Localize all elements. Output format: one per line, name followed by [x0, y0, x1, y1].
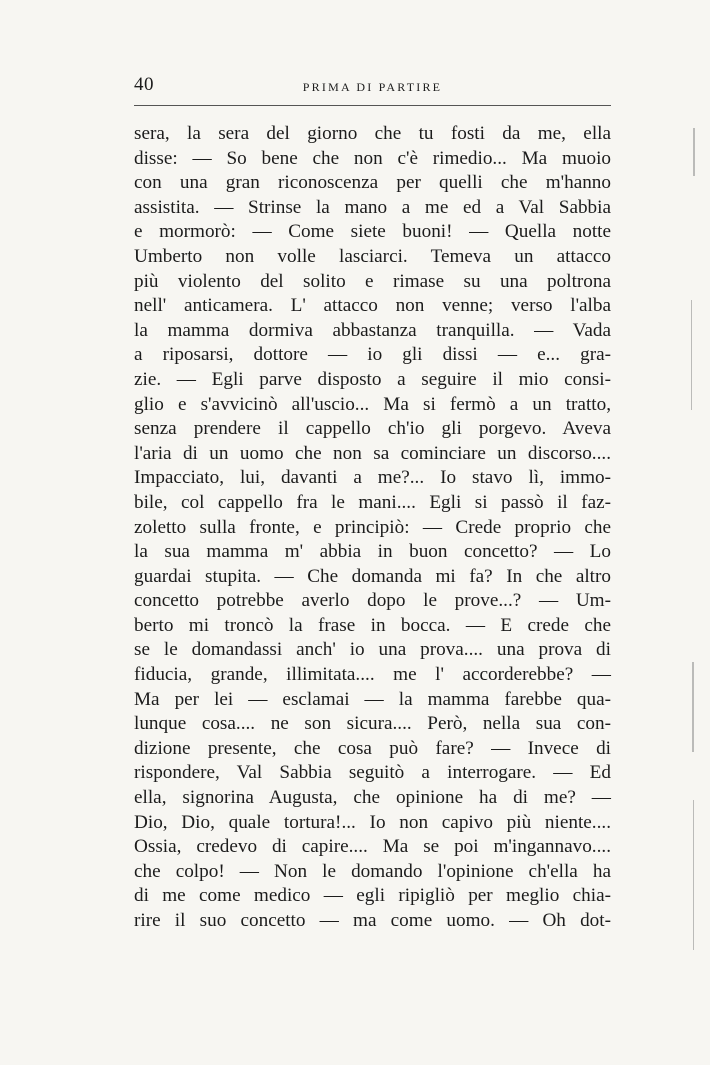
text-line: sera, la sera del giorno che tu fosti da me, ella — [134, 123, 611, 144]
text-line: più violento del solito e rimase su una poltrona — [134, 270, 611, 292]
header-rule — [134, 105, 611, 106]
text-line: se le domandassi anch' io una prova.... una prova di — [134, 639, 611, 661]
page-number: 40 — [134, 74, 154, 95]
text-line: la sua mamma m' abbia in buon concetto? — Lo — [134, 541, 611, 563]
page-header — [134, 72, 611, 102]
margin-mark — [691, 300, 692, 410]
text-line: assistita. — Strinse la mano a me ed a Val Sabbia — [134, 196, 611, 218]
text-line: l'aria di un uomo che non sa cominciare un discorso.... — [134, 442, 611, 464]
text-line: berto mi troncò la frase in bocca. — E crede che — [134, 614, 611, 636]
text-line: la mamma dormiva abbastanza tranquilla. — Vada — [134, 319, 611, 341]
text-line: glio e s'avvicinò all'uscio... Ma si fermò a un tratto, — [134, 393, 611, 415]
text-line: concetto potrebbe averlo dopo le prove...? — Um- — [134, 590, 611, 612]
text-line: disse: — So bene che non c'è rimedio... Ma muoio — [134, 147, 611, 169]
text-line: nell' anticamera. L' attacco non venne; verso l'alba — [134, 295, 611, 317]
text-line: Dio, Dio, quale tortura!... Io non capivo più niente.... — [134, 811, 611, 833]
text-line: e mormorò: — Come siete buoni! — Quella notte — [134, 221, 611, 243]
text-line: che colpo! — Non le domando l'opinione ch'ella ha — [134, 860, 611, 882]
text-line: fiducia, grande, illimitata.... me l' accorderebbe? — — [134, 664, 611, 686]
text-line: bile, col cappello fra le mani.... Egli si passò il faz- — [134, 491, 611, 513]
text-line: con una gran riconoscenza per quelli che m'hanno — [134, 172, 611, 194]
text-line: lunque cosa.... ne son sicura.... Però, nella sua con- — [134, 713, 611, 735]
text-line: Ma per lei — esclamai — la mamma farebbe qua- — [134, 688, 611, 710]
margin-mark — [693, 128, 695, 176]
text-line: guardai stupita. — Che domanda mi fa? In che altro — [134, 565, 611, 587]
text-line: Ossia, credevo di capire.... Ma se poi m'ingannavo.... — [134, 836, 611, 858]
text-line: Umberto non volle lasciarci. Temeva un attacco — [134, 245, 611, 267]
text-line: rire il suo concetto — ma come uomo. — Oh dot- — [134, 910, 611, 931]
text-line: zoletto sulla fronte, e principiò: — Crede proprio che — [134, 516, 611, 538]
text-line: zie. — Egli parve disposto a seguire il mio consi- — [134, 368, 611, 390]
text-line: Impacciato, lui, davanti a me?... Io stavo lì, immo- — [134, 467, 611, 489]
text-line: senza prendere il cappello ch'io gli porgevo. Aveva — [134, 418, 611, 440]
text-line: dizione presente, che cosa può fare? — Invece di — [134, 737, 611, 759]
text-line: a riposarsi, dottore — io gli dissi — e... gra- — [134, 344, 611, 366]
text-line: di me come medico — egli ripigliò per meglio chia- — [134, 885, 611, 907]
margin-mark — [692, 662, 694, 752]
body-text — [134, 122, 611, 934]
text-line: ella, signorina Augusta, che opinione ha di me? — — [134, 787, 611, 809]
running-title: PRIMA DI PARTIRE — [302, 80, 443, 94]
margin-mark — [693, 800, 694, 950]
text-line: rispondere, Val Sabbia seguitò a interrogare. — Ed — [134, 762, 611, 784]
